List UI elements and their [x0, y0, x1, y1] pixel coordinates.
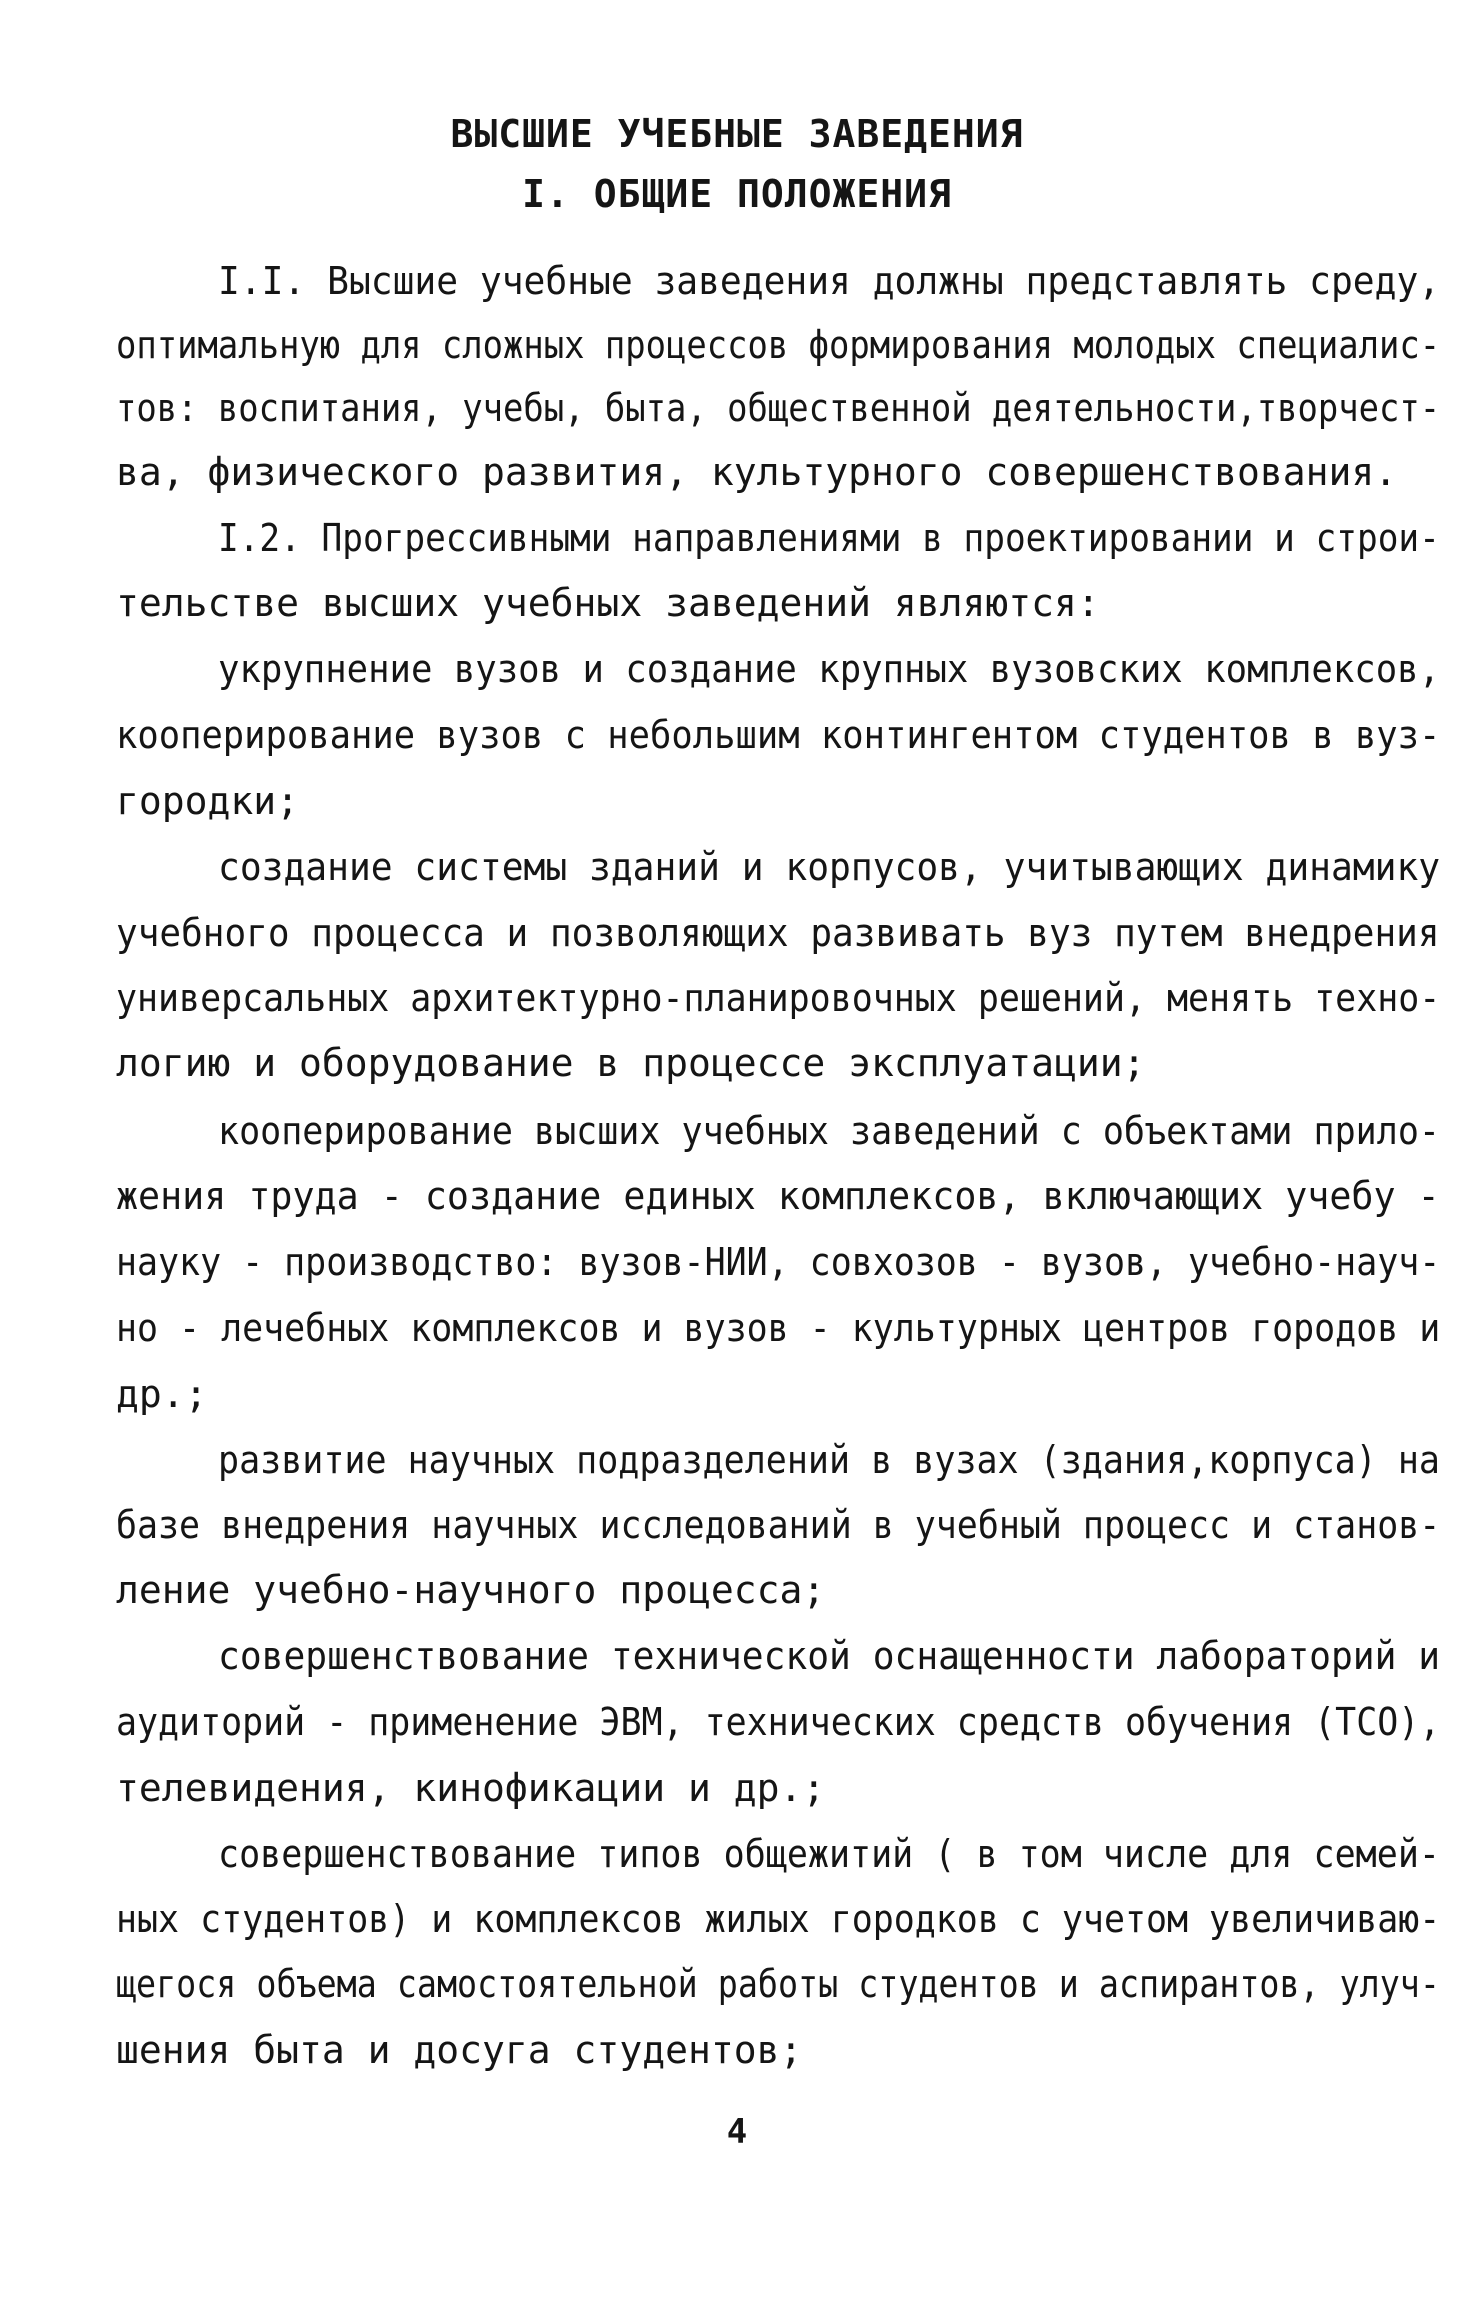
- list-item-2-line-1: создание системы зданий и корпусов, учитывающих динамику: [218, 845, 1441, 889]
- list-item-4-line-3: ление учебно-научного процесса;: [116, 1568, 826, 1612]
- paragraph-1-2-line-2: тельстве высших учебных заведений являются:: [116, 581, 1100, 625]
- list-item-3-line-1: кооперирование высших учебных заведений с объектами прило-: [218, 1109, 1440, 1153]
- list-item-2-line-4: логию и оборудование в процессе эксплуатации;: [116, 1041, 1146, 1085]
- list-item-4-line-1: развитие научных подразделений в вузах (здания,корпуса) на: [218, 1438, 1440, 1482]
- list-item-1-line-1: укрупнение вузов и создание крупных вузовских комплексов,: [218, 647, 1441, 691]
- list-item-3-line-2: жения труда - создание единых комплексов, включающих учебу -: [116, 1174, 1440, 1218]
- list-item-3-line-5: др.;: [116, 1372, 208, 1416]
- list-item-1-line-2: кооперирование вузов с небольшим контингентом студентов в вуз-: [116, 713, 1441, 757]
- document-title: ВЫСШИЕ УЧЕБНЫЕ ЗАВЕДЕНИЯ: [450, 112, 1024, 156]
- list-item-6-line-1: совершенствование типов общежитий ( в том числе для семей-: [218, 1832, 1440, 1876]
- page-number: 4: [726, 2112, 748, 2152]
- list-item-4-line-2: базе внедрения научных исследований в учебный процесс и станов-: [116, 1503, 1441, 1547]
- list-item-3-line-4: но - лечебных комплексов и вузов - культурных центров городов и: [116, 1306, 1441, 1350]
- paragraph-1-1-line-1: I.I. Высшие учебные заведения должны представлять среду,: [218, 259, 1441, 303]
- list-item-6-line-3: щегося объема самостоятельной работы студентов и аспирантов, улуч-: [116, 1962, 1440, 2006]
- list-item-2-line-3: универсальных архитектурно-планировочных решений, менять техно-: [116, 976, 1441, 1020]
- list-item-2-line-2: учебного процесса и позволяющих развивать вуз путем внедрения: [116, 911, 1440, 955]
- paragraph-1-1-line-3: тов: воспитания, учебы, быта, общественной деятельности,творчест-: [116, 386, 1441, 430]
- section-heading: I. ОБЩИЕ ПОЛОЖЕНИЯ: [522, 172, 952, 216]
- list-item-6-line-2: ных студентов) и комплексов жилых городков с учетом увеличиваю-: [116, 1897, 1441, 1941]
- paragraph-1-1-line-4: ва, физического развития, культурного совершенствования.: [116, 450, 1398, 494]
- list-item-1-line-3: городки;: [116, 779, 300, 823]
- list-item-3-line-3: науку - производство: вузов-НИИ, совхозов - вузов, учебно-науч-: [116, 1240, 1441, 1284]
- list-item-5-line-2: аудиторий - применение ЭВМ, технических средств обучения (ТСО),: [116, 1700, 1441, 1744]
- list-item-5-line-1: совершенствование технической оснащенности лабораторий и: [218, 1634, 1441, 1678]
- paragraph-1-1-line-2: оптимальную для сложных процессов формирования молодых специалис-: [116, 323, 1441, 367]
- list-item-6-line-4: шения быта и досуга студентов;: [116, 2028, 803, 2072]
- list-item-5-line-3: телевидения, кинофикации и др.;: [116, 1766, 826, 1810]
- paragraph-1-2-line-1: I.2. Прогрессивными направлениями в проектировании и строи-: [218, 516, 1440, 560]
